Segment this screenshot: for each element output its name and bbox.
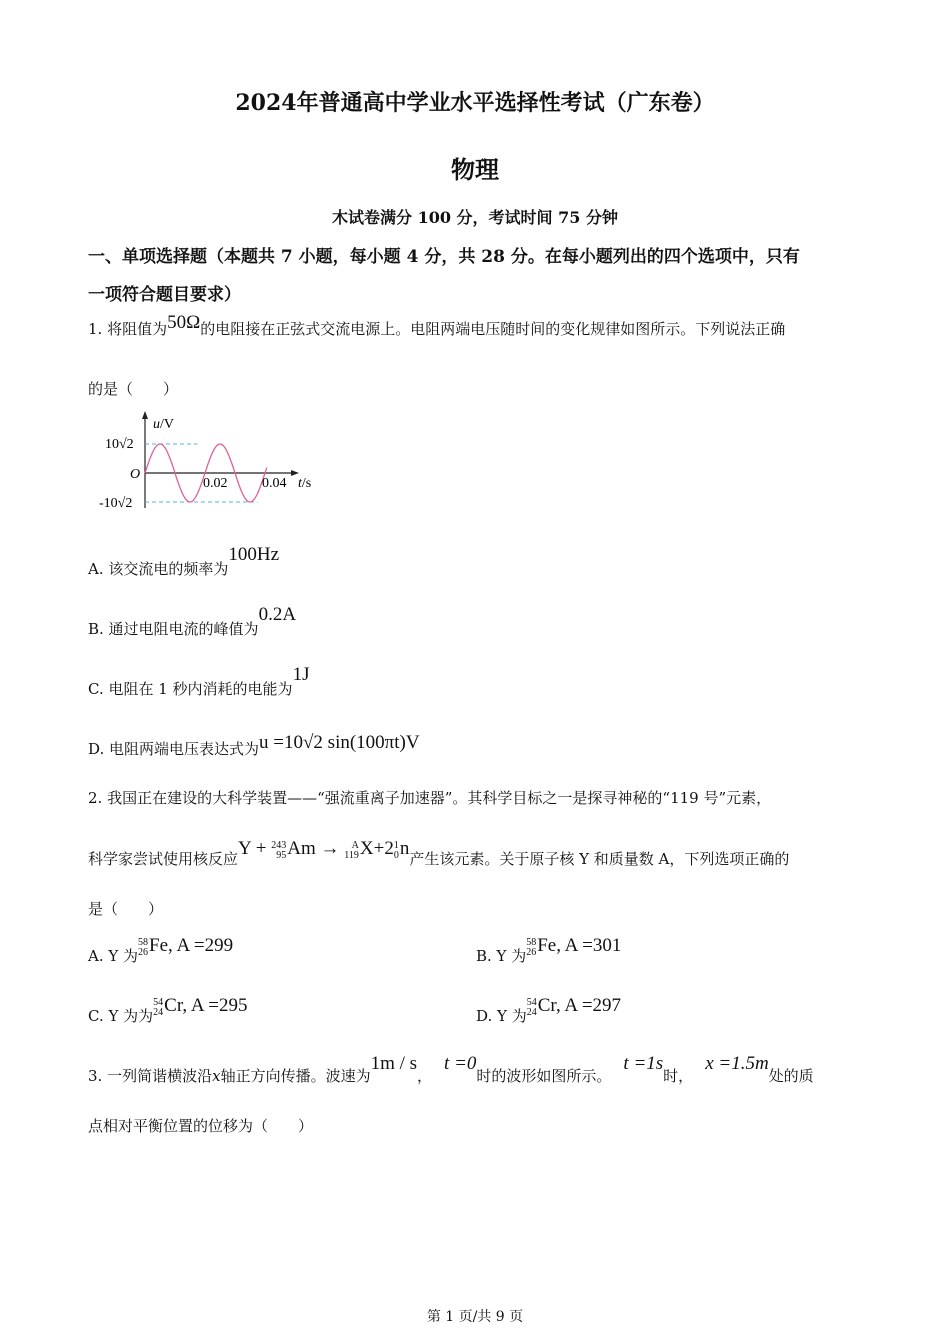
question-3-stem-line2: 点相对平衡位置的位移为（ ） [88,1117,314,1135]
question-3-stem: 3. 一列简谐横波沿x轴正方向传播。波速为1m / s，t =0时的波形如图所示。t =1s时，x =1.5m处的质 [88,1053,814,1085]
option-text: B. Y 为 [476,947,527,965]
option-b[interactable] [88,604,297,640]
option-c[interactable] [88,664,310,700]
resistance-value: 50Ω [167,312,201,333]
option-math: 54 24 Cr, A =297 [526,995,622,1018]
option-d[interactable] [476,995,622,1028]
option-math: 58 26 Fe, A =299 [138,935,234,958]
question-2-stem: 2. 我国正在建设的大科学装置——“强流重离子加速器”。其科学目标之一是探寻神秘的“119 号”元素， [88,789,772,807]
option-text: C. Y 为为 [88,1007,154,1025]
y-axis-label: u/V [153,417,174,432]
option-math: 58 26 Fe, A =301 [526,935,622,958]
y-axis-arrow [142,411,148,419]
origin-label: O [130,467,141,482]
option-text: D. Y 为 [476,1007,527,1025]
option-b[interactable] [476,935,622,968]
nuclear-reaction: Y + 243 95 Am → A 119 X+2 1 0 n [238,838,410,861]
subject-title: 物理 [451,155,499,184]
text: 产生该元素。关于原子核 Y 和质量数 A，下列选项正确的 [409,850,790,868]
voltage-time-graph [95,408,325,518]
option-math: 100Hz [228,544,280,565]
option-math: 0.2A [258,604,297,625]
option-text: A. 该交流电的频率为 [88,560,229,578]
page-footer: 第 1 页/共 9 页 [426,1309,524,1325]
option-math: 54 24 Cr, A =295 [153,995,248,1018]
text: 1. 将阻值为 [88,320,168,338]
option-math: 1J [292,664,310,685]
x-tick-label: 0.02 [203,476,228,491]
option-text: B. 通过电阻电流的峰值为 [88,620,259,638]
question-1-stem-line2: 的是（ ） [88,380,179,398]
x-tick-label: 0.04 [262,476,287,491]
option-text: A. Y 为 [88,947,139,965]
text: 的电阻接在正弦式交流电源上。电阻两端电压随时间的变化规律如图所示。下列说法正确 [200,320,786,338]
exam-title: 2024年普通高中学业水平选择性考试（广东卷） [235,90,715,116]
option-math: u =10√2 sin(100πt)V [259,732,420,753]
option-text: D. 电阻两端电压表达式为 [88,740,260,758]
exam-info: 木试卷满分 100 分，考试时间 75 分钟 [332,208,618,227]
text: 科学家尝试使用核反应 [88,850,239,868]
y-min-label: -10√2 [99,496,133,511]
option-text: C. 电阻在 1 秒内消耗的电能为 [88,680,293,698]
section-heading-line1: 一、单项选择题（本题共 7 小题，每小题 4 分，共 28 分。在每小题列出的四个选项中，只有 [88,247,800,267]
y-max-label: 10√2 [105,437,134,452]
option-d[interactable] [88,732,420,760]
question-2-stem-line2 [88,838,790,871]
option-a[interactable] [88,935,234,968]
section-heading-line2: 一项符合题目要求） [88,285,241,305]
question-1-stem [88,312,786,340]
option-a[interactable] [88,544,280,580]
option-c[interactable] [88,995,248,1028]
x-axis-label: t/s [298,476,312,491]
question-2-stem-line3: 是（ ） [88,900,164,918]
